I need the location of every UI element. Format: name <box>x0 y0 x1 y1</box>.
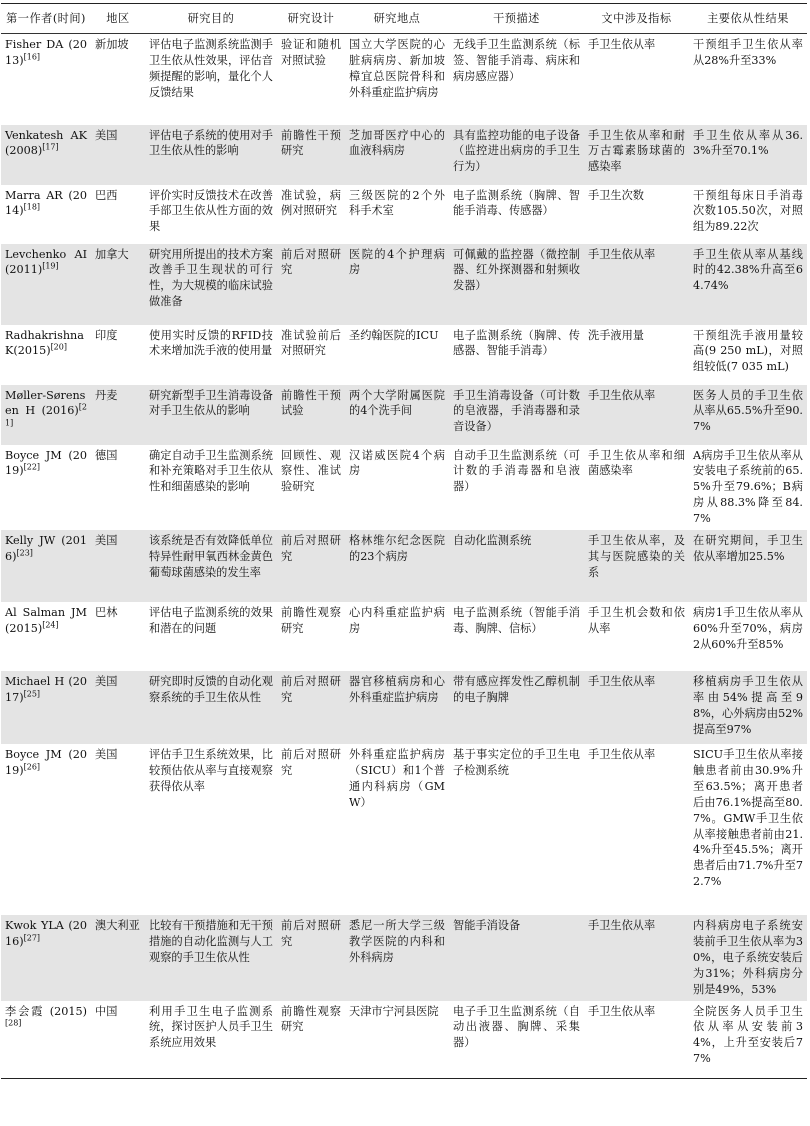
region-cell: 美国 <box>91 530 145 602</box>
author-name: Al Salman JM(2015) <box>5 606 87 635</box>
reference-number: [24] <box>42 620 59 630</box>
table-row <box>1 185 807 244</box>
header-site: 研究地点 <box>345 4 449 34</box>
purpose-cell: 评估电子系统的使用对手卫生依从性的影响 <box>145 125 277 185</box>
result-cell: 在研究期间，手卫生依从率增加25.5% <box>689 530 807 602</box>
result-cell: 内科病房电子系统安装前手卫生依从率为30%，电子系统安装后为31%；外科病房分别是49%，53% <box>689 915 807 1001</box>
site-cell: 悉尼一所大学三级教学医院的内科和外科病房 <box>345 915 449 1001</box>
reference-number: [20] <box>50 342 67 352</box>
result-cell: 病房1手卫生依从率从60%升至70%，病房2从60%升至85% <box>693 606 803 651</box>
site-cell: 天津市宁河县医院 <box>345 1001 449 1079</box>
reference-number: [22] <box>23 462 41 472</box>
reference-number: [19] <box>42 261 59 271</box>
site-cell: 芝加哥医疗中心的血液科病房 <box>345 125 449 185</box>
reference-number: [18] <box>23 202 41 212</box>
indicator-cell: 手卫生依从率 <box>584 915 689 1001</box>
header-purpose: 研究目的 <box>145 4 277 34</box>
site-cell: 两个大学附属医院的4个洗手间 <box>345 385 449 445</box>
purpose-cell: 确定自动手卫生监测系统和补充策略对手卫生依从性和细菌感染的影响 <box>149 448 273 494</box>
design-cell: 前瞻性干预研究 <box>277 125 345 185</box>
purpose-cell: 比较有干预措施和无干预措施的自动化监测与人工观察的手卫生依从性 <box>145 915 277 1001</box>
region-cell: 美国 <box>91 671 145 744</box>
site-cell: 国立大学医院的心脏病病房、新加坡樟宜总医院骨科和外科重症监护病房 <box>349 38 445 99</box>
purpose-cell: 研究即时反馈的自动化观察系统的手卫生依从性 <box>145 671 277 744</box>
table-row <box>1 744 807 915</box>
intervention-cell: 自动化监测系统 <box>449 530 584 602</box>
author-cell <box>1 445 91 531</box>
result-cell: 干预组手卫生依从率从28%升至33% <box>693 38 803 67</box>
site-cell: 心内科重症监护病房 <box>349 606 445 635</box>
author-name: Michael H (2017) <box>5 675 87 704</box>
site-cell: 汉诺威医院4个病房 <box>349 448 445 478</box>
design-cell: 前后对照研究 <box>277 530 345 602</box>
design-cell: 前瞻性干预试验 <box>277 385 345 445</box>
indicator-cell: 手卫生机会数和依从率 <box>588 606 685 635</box>
indicator-cell: 手卫生依从率 <box>588 38 656 51</box>
author-name: Kwok YLA (2016) <box>5 919 87 948</box>
table-body <box>1 34 807 1079</box>
reference-number: [27] <box>23 933 41 943</box>
author-name: Fisher DA (2013) <box>5 38 87 67</box>
author-cell <box>1 744 91 915</box>
reference-number: [28] <box>5 1018 22 1028</box>
table-row <box>1 530 807 602</box>
region-cell: 新加坡 <box>95 38 129 51</box>
indicator-cell: 手卫生依从率，及其与医院感染的关系 <box>584 530 689 602</box>
author-cell <box>1 185 91 244</box>
design-cell: 前后对照研究 <box>277 671 345 744</box>
intervention-cell: 无线手卫生监测系统（标签、智能手消毒、病床和病房感应器） <box>453 38 580 83</box>
design-cell: 准试验，病例对照研究 <box>281 188 341 218</box>
author-name: Møller-Sørensen H (2016) <box>5 388 86 418</box>
region-cell: 美国 <box>91 125 145 185</box>
site-cell: 三级医院的2个外科手术室 <box>349 188 445 218</box>
header-row <box>1 4 807 34</box>
table-row <box>1 325 807 385</box>
table-row <box>1 244 807 325</box>
region-cell: 加拿大 <box>91 244 145 325</box>
site-cell: 医院的4个护理病房 <box>345 244 449 325</box>
purpose-cell: 评估电子监测系统监测手卫生依从性效果，评估音频提醒的影响，量化个人反馈结果 <box>149 38 273 99</box>
result-cell: 干预组洗手液用量较高(9 250 mL)，对照组较低(7 035 mL) <box>693 328 803 374</box>
purpose-cell: 研究新型手卫生消毒设备对手卫生依从的影响 <box>145 385 277 445</box>
author-cell <box>1 34 91 125</box>
intervention-cell: 智能手消设备 <box>449 915 584 1001</box>
region-cell: 澳大利亚 <box>91 915 145 1001</box>
result-cell: 医务人员的手卫生依从率从65.5%升至90.7% <box>689 385 807 445</box>
intervention-cell: 手卫生消毒设备（可计数的皂液器，手消毒器和录音设备） <box>449 385 584 445</box>
region-cell: 巴林 <box>95 606 118 620</box>
reference-number: [17] <box>42 142 59 152</box>
result-cell: A病房手卫生依从率从安装电子系统前的65.5%升至79.6%；B病房从88.3%降至84.7% <box>693 448 803 526</box>
purpose-cell: 评价实时反馈技术在改善手部卫生依从性方面的效果 <box>149 188 273 234</box>
intervention-cell: 基于事实定位的手卫生电子检测系统 <box>453 748 580 777</box>
indicator-cell: 洗手液用量 <box>588 328 644 342</box>
author-name: Levchenko AI(2011) <box>5 247 87 277</box>
site-cell: 圣约翰医院的ICU <box>349 328 439 342</box>
table-row <box>1 125 807 185</box>
table-row <box>1 1001 807 1079</box>
author-cell <box>1 671 91 744</box>
reference-number: [26] <box>23 762 41 772</box>
design-cell: 前瞻性观察研究 <box>281 606 341 635</box>
header-design: 研究设计 <box>277 4 345 34</box>
author-cell <box>1 244 91 325</box>
purpose-cell: 评估电子监测系统的效果和潜在的问题 <box>149 606 273 635</box>
purpose-cell: 使用实时反馈的RFID技术来增加洗手液的使用量 <box>149 328 273 358</box>
result-cell: 干预组每床日手消毒次数105.50次，对照组为89.22次 <box>693 188 803 234</box>
site-cell: 格林维尔纪念医院的23个病房 <box>345 530 449 602</box>
design-cell: 验证和随机对照试验 <box>281 38 341 67</box>
intervention-cell: 电子监测系统（胸牌、传感器、智能手消毒） <box>453 328 580 358</box>
table-row <box>1 671 807 744</box>
purpose-cell: 该系统是否有效降低单位特异性耐甲氧西林金黄色葡萄球菌感染的发生率 <box>145 530 277 602</box>
intervention-cell: 电子监测系统（智能手消毒、胸牌、信标） <box>453 606 580 635</box>
design-cell: 前后对照研究 <box>277 915 345 1001</box>
indicator-cell: 手卫生依从率 <box>584 244 689 325</box>
indicator-cell: 手卫生依从率 <box>588 748 656 762</box>
intervention-cell: 自动手卫生监测系统（可计数的手消毒器和皂液器） <box>453 448 580 494</box>
author-name: Kelly JW (2016) <box>5 534 87 563</box>
header-region: 地区 <box>91 4 145 34</box>
intervention-cell: 带有感应挥发性乙醇机制的电子胸牌 <box>449 671 584 744</box>
site-cell: 器官移植病房和心外科重症监护病房 <box>345 671 449 744</box>
design-cell: 准试验前后对照研究 <box>281 328 341 358</box>
region-cell: 巴西 <box>95 188 118 202</box>
header-indicator: 文中涉及指标 <box>584 4 689 34</box>
author-cell <box>1 1001 91 1079</box>
table-row <box>1 602 807 671</box>
purpose-cell: 评估手卫生系统效果，比较预估依从率与直接观察获得依从率 <box>149 748 273 793</box>
author-cell <box>1 385 91 445</box>
indicator-cell: 手卫生次数 <box>588 188 644 202</box>
indicator-cell: 手卫生依从率 <box>584 1001 689 1079</box>
table-row <box>1 445 807 531</box>
author-cell <box>1 602 91 671</box>
author-name: Marra AR (2014) <box>5 188 87 218</box>
result-cell: 全院医务人员手卫生依从率从安装前34%，上升至安装后77% <box>689 1001 807 1079</box>
design-cell: 前后对照研究 <box>281 748 341 777</box>
author-name: Radhakrishna K(2015) <box>5 328 84 358</box>
region-cell: 德国 <box>95 448 118 462</box>
reference-number: [16] <box>23 52 41 62</box>
indicator-cell: 手卫生依从率 <box>584 385 689 445</box>
table-row <box>1 385 807 445</box>
intervention-cell: 具有监控功能的电子设备（监控进出病房的手卫生行为） <box>449 125 584 185</box>
literature-table <box>1 3 807 1079</box>
header-intervention: 干预描述 <box>449 4 584 34</box>
author-cell <box>1 125 91 185</box>
result-cell: 手卫生依从率从基线时的42.38%升高至64.74% <box>689 244 807 325</box>
site-cell: 外科重症监护病房（SICU）和1个普通内科病房（GMW） <box>349 748 445 809</box>
region-cell: 丹麦 <box>91 385 145 445</box>
design-cell: 前瞻性观察研究 <box>277 1001 345 1079</box>
author-cell <box>1 915 91 1001</box>
author-cell <box>1 325 91 385</box>
indicator-cell: 手卫生依从率和耐万古霉素肠球菌的感染率 <box>584 125 689 185</box>
author-name: 李会霞 (2015) <box>5 1004 87 1018</box>
table-row <box>1 915 807 1001</box>
region-cell: 中国 <box>91 1001 145 1079</box>
result-cell: SICU手卫生依从率接触患者前由30.9%升至63.5%；离开患者后由76.1%提高至80.7%。GMW手卫生依从率接触患者前由21.4%升至45.5%；离开患者后由71.7%升至72.7% <box>693 748 803 889</box>
author-cell <box>1 530 91 602</box>
table-row <box>1 34 807 125</box>
intervention-cell: 电子手卫生监测系统（自动出液器、胸牌、采集器） <box>449 1001 584 1079</box>
header-result: 主要依从性结果 <box>689 4 807 34</box>
indicator-cell: 手卫生依从率和细菌感染率 <box>588 448 685 478</box>
author-name: Boyce JM (2019) <box>5 448 87 478</box>
reference-number: [23] <box>16 548 33 558</box>
design-cell: 回顾性、观察性、准试验研究 <box>281 448 341 494</box>
purpose-cell: 利用手卫生电子监测系统，探讨医护人员手卫生系统应用效果 <box>145 1001 277 1079</box>
reference-number: [25] <box>23 689 41 699</box>
intervention-cell: 电子监测系统（胸牌、智能手消毒、传感器） <box>453 188 580 218</box>
intervention-cell: 可佩戴的监控器（微控制器、红外探测器和射频收发器） <box>449 244 584 325</box>
design-cell: 前后对照研究 <box>277 244 345 325</box>
purpose-cell: 研究用所提出的技术方案改善手卫生现状的可行性，为大规模的临床试验做准备 <box>145 244 277 325</box>
indicator-cell: 手卫生依从率 <box>584 671 689 744</box>
header-author: 第一作者(时间) <box>1 4 91 34</box>
result-cell: 手卫生依从率从36.3%升至70.1% <box>689 125 807 185</box>
author-name: Venkatesh AK(2008) <box>5 128 87 158</box>
reference-number: [21] <box>5 402 87 428</box>
region-cell: 印度 <box>95 328 118 342</box>
result-cell: 移植病房手卫生依从率由54%提高至98%，心外病房由52%提高至97% <box>689 671 807 744</box>
region-cell: 美国 <box>95 748 118 762</box>
author-name: Boyce JM (2019) <box>5 748 87 777</box>
